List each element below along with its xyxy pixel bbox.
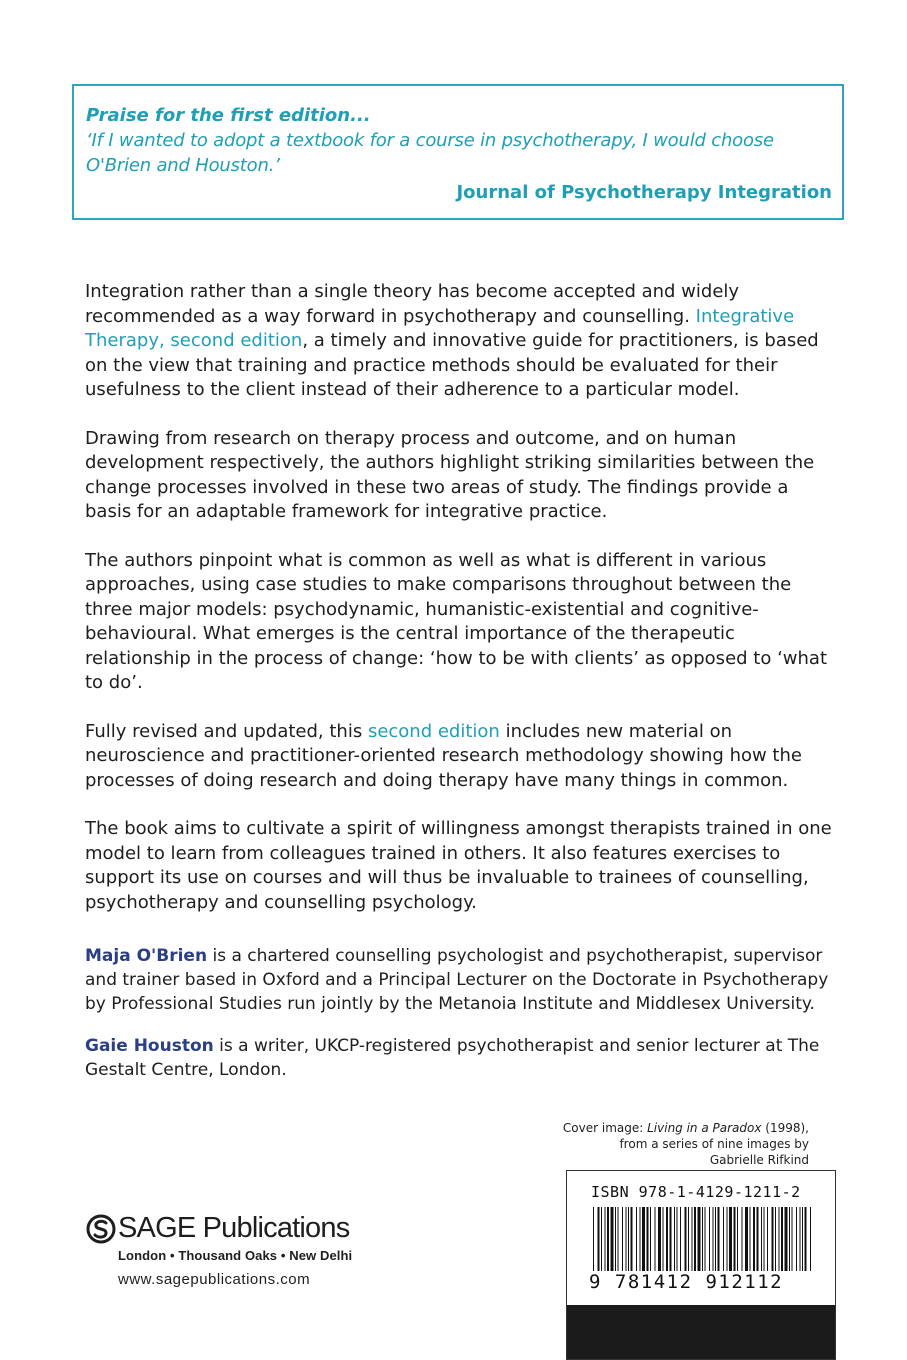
barcode-bar xyxy=(775,1207,776,1271)
barcode-bar xyxy=(670,1207,672,1271)
barcode-bar xyxy=(688,1207,689,1271)
isbn-barcode-box xyxy=(566,1170,836,1360)
description-paragraph-2: Drawing from research on therapy process and outcome, and on human development respectively, the authors highlight striking similarities between the change processes involved in these two areas of study. The findings provide a basis for an adaptable framework for integrative practice. xyxy=(85,427,815,522)
barcode-bar xyxy=(658,1207,661,1271)
barcode-bar xyxy=(636,1207,637,1271)
barcode-bar xyxy=(650,1207,651,1271)
barcode-bar xyxy=(605,1207,606,1271)
barcode-bar xyxy=(674,1207,675,1271)
barcode-bar xyxy=(800,1207,801,1271)
barcode-bar xyxy=(618,1207,619,1271)
edition-highlight: second edition xyxy=(367,720,500,742)
barcode-bar xyxy=(628,1207,629,1271)
barcode-dark-band xyxy=(567,1305,835,1359)
author-name: Gaie Houston xyxy=(85,1036,214,1056)
barcode-bar xyxy=(622,1207,623,1271)
publisher-block xyxy=(86,1212,386,1288)
barcode-bar xyxy=(723,1207,724,1271)
barcode-bar xyxy=(785,1207,788,1271)
barcode-bar xyxy=(772,1207,774,1271)
book-title-highlight: Integrative Therapy, second edition xyxy=(85,305,795,351)
author-name: Maja O'Brien xyxy=(85,946,208,966)
paragraph-text: Fully revised and updated, this xyxy=(85,720,368,742)
publisher-cities: London • Thousand Oaks • New Delhi xyxy=(118,1248,353,1263)
barcode-bar xyxy=(802,1207,803,1271)
barcode-bar xyxy=(663,1207,664,1271)
barcode-digits: 9 781412 912112 xyxy=(589,1271,815,1293)
barcode-bar xyxy=(694,1207,696,1271)
barcode-bar xyxy=(611,1207,614,1271)
barcode-bar xyxy=(642,1207,645,1271)
barcode-bar xyxy=(810,1207,811,1271)
barcode-bar xyxy=(666,1207,668,1271)
barcode-bar xyxy=(761,1207,762,1271)
cover-credit-line-1 xyxy=(509,1120,809,1136)
barcode-bar xyxy=(601,1207,602,1271)
barcode-bar xyxy=(757,1207,759,1271)
barcode-bar xyxy=(680,1207,681,1271)
author-bio-text: is a chartered counselling psychologist and psychotherapist, supervisor and trainer based in Oxford and a Principal Lecturer on the Doctorate in Psychotherapy by Professional Studies run jointly by the Metanoia Institute and Middlesex University. xyxy=(85,946,829,1014)
barcode-bar xyxy=(593,1207,594,1271)
barcode-bar xyxy=(702,1207,703,1271)
barcode-bar xyxy=(789,1207,790,1271)
sage-s-logo-icon xyxy=(86,1214,116,1244)
artwork-title: Living in a Paradox xyxy=(647,1121,762,1135)
description-paragraph-3: The authors pinpoint what is common as well as what is different in various approaches, using case studies to make comparisons throughout between the three major models: psychodynamic, humanistic-existential and cognitive-behavioural. What emerges is the central importance of the therapeutic relationship in the process of change: ‘how to be with clients’ as opposed to ‘what to do’. xyxy=(85,549,828,693)
book-description xyxy=(85,280,835,939)
barcode-bar xyxy=(709,1207,710,1271)
barcode-bar xyxy=(767,1207,768,1271)
publisher-name: SAGE Publications xyxy=(118,1212,350,1244)
barcode-bar xyxy=(685,1207,687,1271)
author-bios xyxy=(85,944,845,1100)
author-bio-obrien xyxy=(85,944,845,1016)
barcode-bar xyxy=(655,1207,656,1271)
praise-source: Journal of Psychotherapy Integration xyxy=(456,182,832,203)
praise-box xyxy=(72,84,844,220)
barcode-bar xyxy=(781,1207,783,1271)
barcode-icon xyxy=(589,1207,815,1273)
barcode-bar xyxy=(607,1207,609,1271)
artwork-year: (1998), xyxy=(761,1121,809,1135)
barcode-bar xyxy=(692,1207,693,1271)
isbn-label: ISBN 978-1-4129-1211-2 xyxy=(591,1183,801,1201)
barcode-bar xyxy=(796,1207,797,1271)
barcode-bar xyxy=(713,1207,714,1271)
cover-credit-line-3: Gabrielle Rifkind xyxy=(709,1153,809,1167)
barcode-bar xyxy=(715,1207,716,1271)
barcode-bar xyxy=(598,1207,600,1271)
cover-credit-line-2: from a series of nine images by xyxy=(619,1137,809,1151)
barcode-bar xyxy=(677,1207,678,1271)
barcode-bar xyxy=(745,1207,748,1271)
publisher-url[interactable]: www.sagepublications.com xyxy=(118,1271,311,1288)
barcode-bar xyxy=(640,1207,641,1271)
barcode-bar xyxy=(631,1207,633,1271)
barcode-bar xyxy=(750,1207,751,1271)
author-bio-text: is a writer, UKCP-registered psychotherapist and senior lecturer at The Gestalt Centre, London. xyxy=(85,1036,820,1080)
praise-quote: ‘If I wanted to adopt a textbook for a course in psychotherapy, I would choose O'Brien and Houston.’ xyxy=(86,130,774,176)
description-paragraph-1 xyxy=(85,280,835,403)
barcode-bar xyxy=(742,1207,743,1271)
cover-image-credit xyxy=(509,1120,809,1168)
barcode-bar xyxy=(734,1207,736,1271)
publisher-logo-row xyxy=(86,1212,386,1245)
barcode-bar xyxy=(647,1207,649,1271)
barcode-bar xyxy=(753,1207,755,1271)
barcode-bar xyxy=(727,1207,728,1271)
description-paragraph-5: The book aims to cultivate a spirit of willingness amongst therapists trained in one model to learn from colleagues trained in others. It also features exercises to support its use on courses and will thus be invaluable to trainees of counselling, psychotherapy and counselling psychology. xyxy=(85,818,832,913)
barcode-bar xyxy=(626,1207,627,1271)
barcode-bar xyxy=(729,1207,732,1271)
barcode-bar xyxy=(779,1207,780,1271)
paragraph-text: includes new material on neuroscience and practitioner-oriented research methodology showing how the processes of doing research and doing therapy have many things in common. xyxy=(85,720,802,791)
description-paragraph-4 xyxy=(85,720,835,794)
barcode-bar xyxy=(764,1207,765,1271)
barcode-bar xyxy=(805,1207,807,1271)
barcode-bar xyxy=(737,1207,738,1271)
paragraph-text: Integration rather than a single theory has become accepted and widely recommended as a way forward in psychotherapy and counselling. xyxy=(85,281,740,327)
barcode-bar xyxy=(792,1207,793,1271)
barcode-bar xyxy=(718,1207,720,1271)
barcode-bar xyxy=(705,1207,706,1271)
praise-heading: Praise for the first edition... xyxy=(86,105,371,126)
barcode-bar xyxy=(698,1207,701,1271)
paragraph-text: , a timely and innovative guide for practitioners, is based on the view that training and practice methods should be evaluated for their usefulness to the client instead of their adherence to a particular model. xyxy=(85,330,819,400)
barcode-bar xyxy=(615,1207,616,1271)
author-bio-houston xyxy=(85,1034,845,1082)
credit-label: Cover image: xyxy=(562,1121,648,1135)
